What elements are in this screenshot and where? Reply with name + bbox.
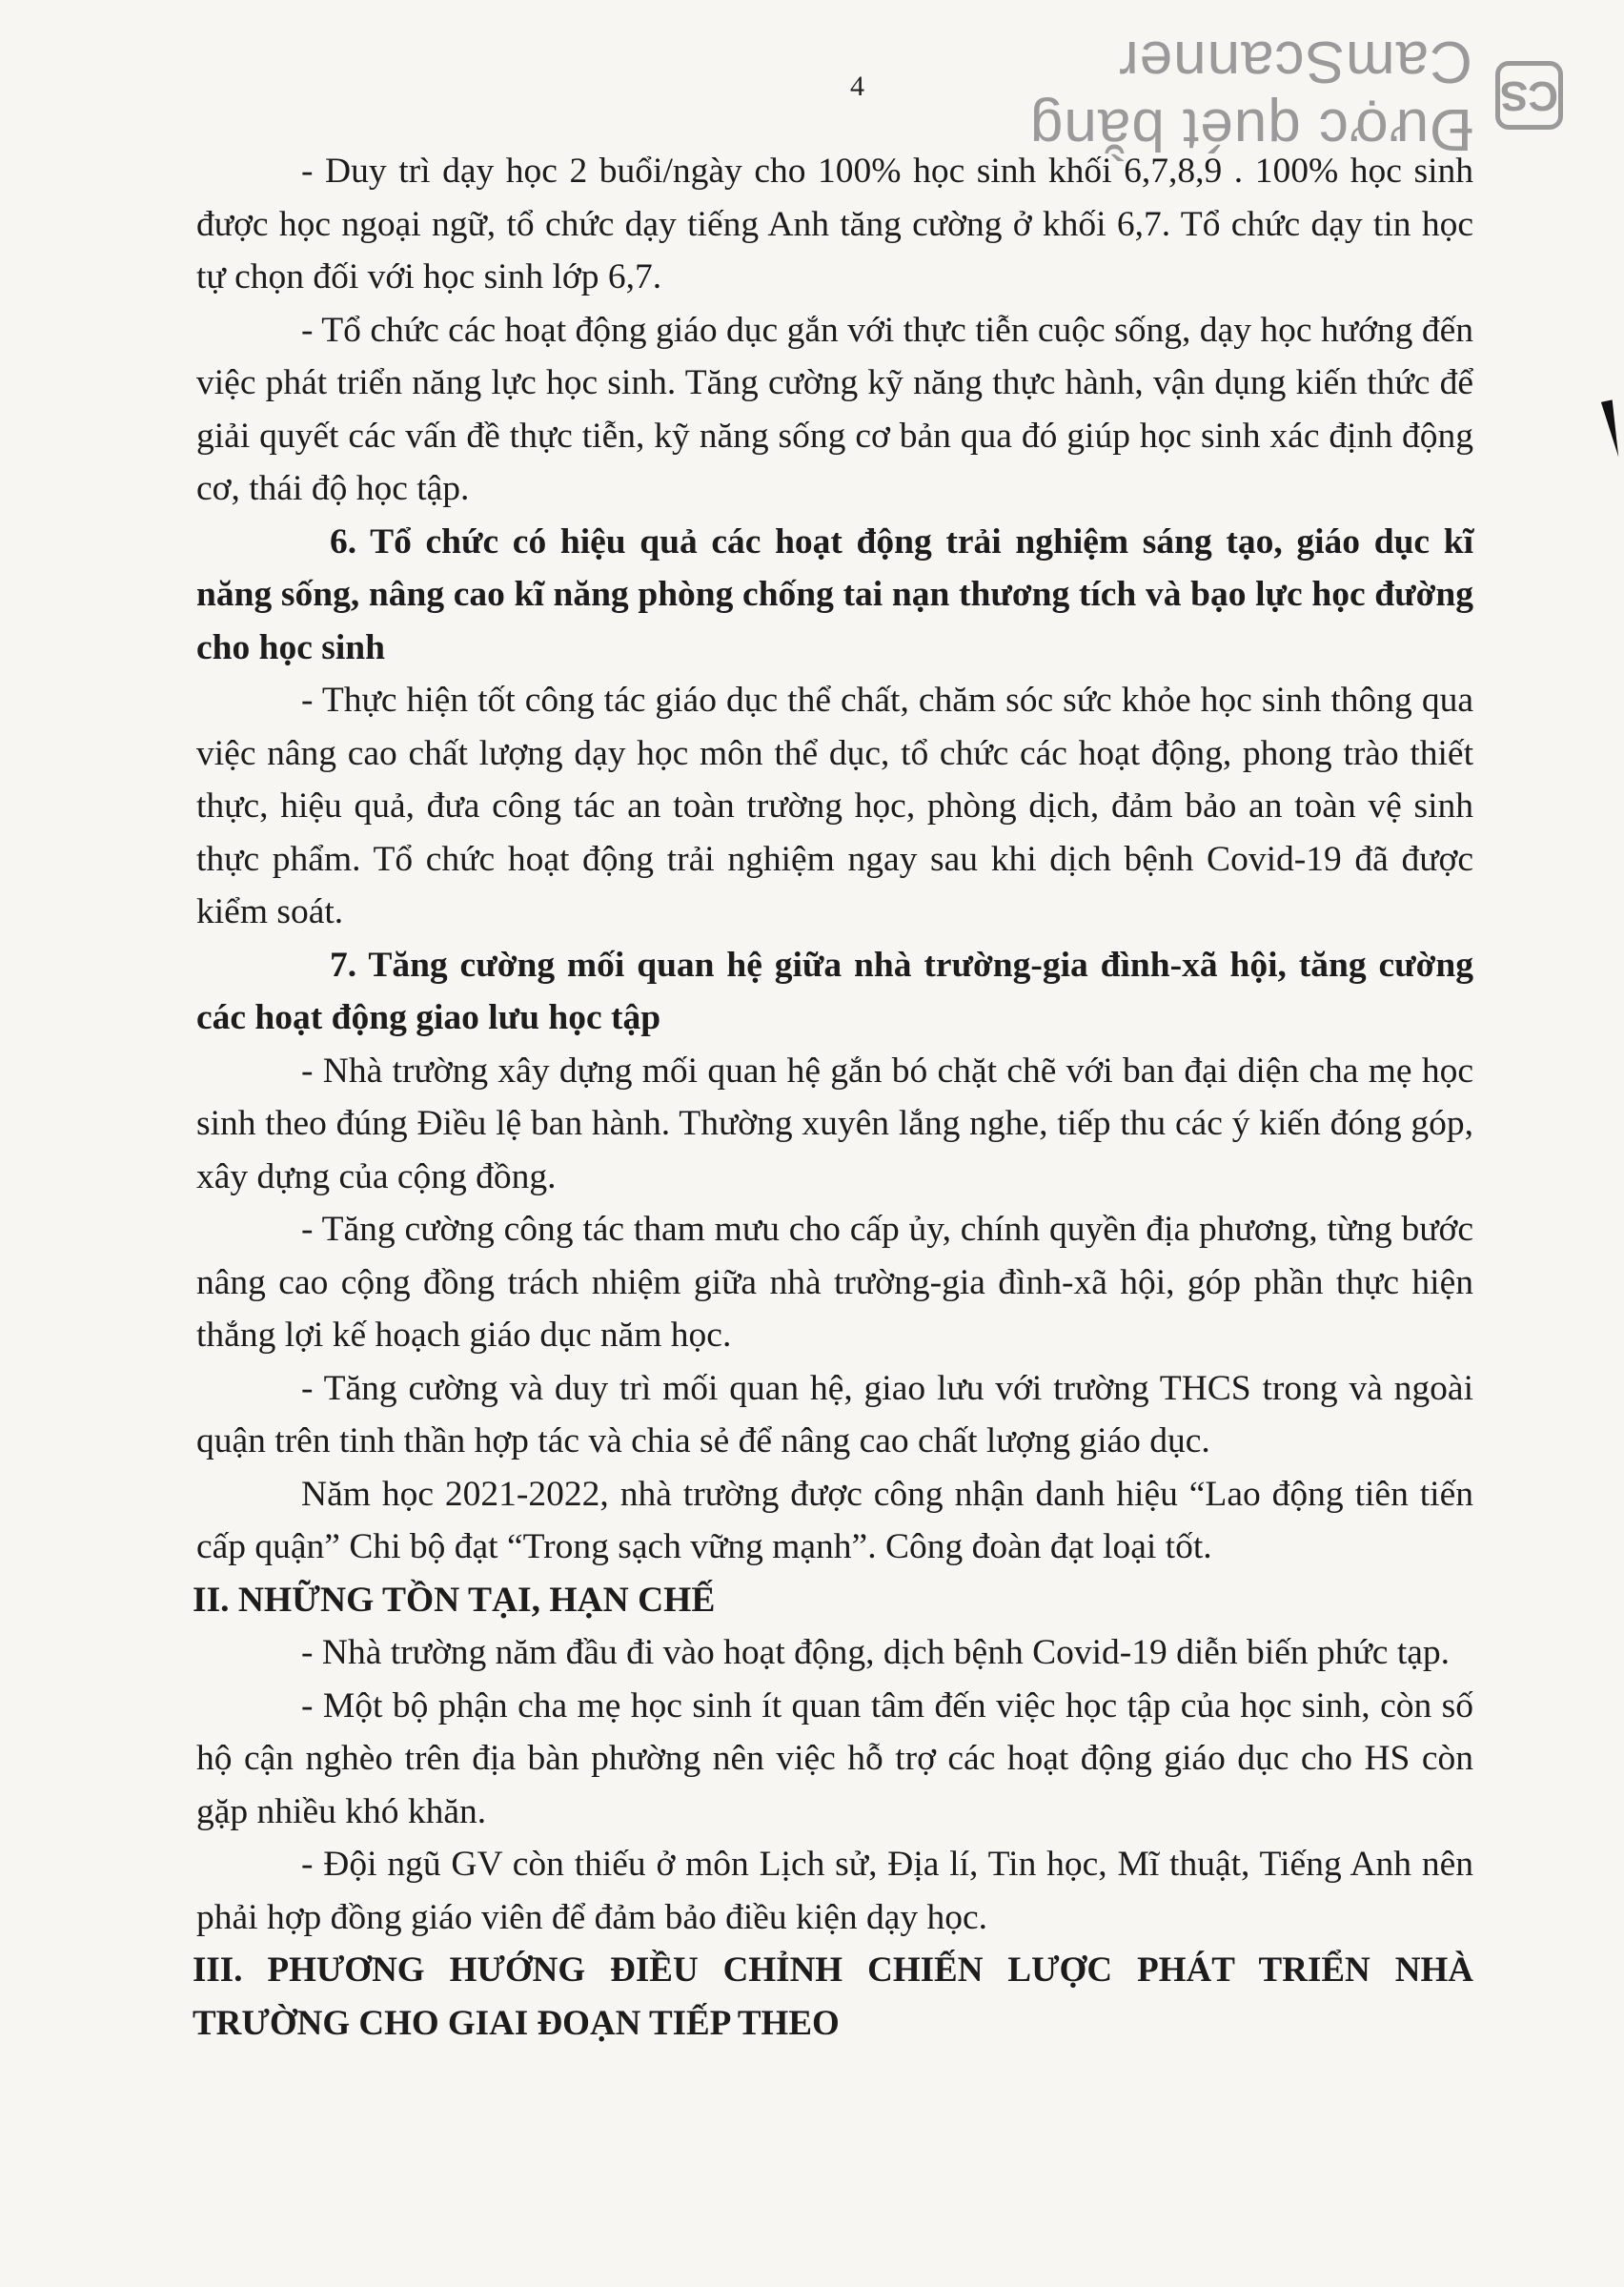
watermark-text: Được quét bằng CamScanner	[1028, 29, 1472, 162]
paragraph: - Thực hiện tốt công tác giáo dục thể chất, chăm sóc sức khỏe học sinh thông qua việc nâng cao chất lượng dạy học môn thể dục, tổ chức các hoạt động, phong trào thiết thực, hiệu quả, đưa công tác an toàn trường học, phòng dịch, đảm bảo an toàn vệ sinh thực phẩm. Tổ chức hoạt động trải nghiệm ngay sau khi dịch bệnh Covid-19 đã được kiểm soát.	[196, 681, 1473, 931]
section-heading-7: 7. Tăng cường mối quan hệ giữa nhà trường-gia đình-xã hội, tăng cường các hoạt động giao lưu học tập	[196, 945, 1473, 1037]
camscanner-logo-icon: CS	[1495, 61, 1563, 130]
paragraph: - Duy trì dạy học 2 buổi/ngày cho 100% học sinh khối 6,7,8,9 . 100% học sinh được học ngoại ngữ, tổ chức dạy tiếng Anh tăng cường ở khối 6,7. Tổ chức dạy tin học tự chọn đối với học sinh lớp 6,7.	[196, 152, 1473, 296]
section-heading-ii: II. NHỮNG TỒN TẠI, HẠN CHẾ	[193, 1580, 716, 1620]
paragraph: - Nhà trường xây dựng mối quan hệ gắn bó chặt chẽ với ban đại diện cha mẹ học sinh theo đúng Điều lệ ban hành. Thường xuyên lắng nghe, tiếp thu các ý kiến đóng góp, xây dựng của cộng đồng.	[196, 1051, 1473, 1196]
camscanner-watermark	[705, 29, 1563, 162]
paragraph: - Tăng cường và duy trì mối quan hệ, giao lưu với trường THCS trong và ngoài quận trên tinh thần hợp tác và chia sẻ để nâng cao chất lượng giáo dục.	[196, 1368, 1473, 1460]
page-number: 4	[850, 71, 864, 102]
document-body	[193, 145, 1473, 2050]
paragraph: - Một bộ phận cha mẹ học sinh ít quan tâm đến việc học tập của học sinh, còn số hộ cận nghèo trên địa bàn phường nên việc hỗ trợ các hoạt động giáo dục cho HS còn gặp nhiều khó khăn.	[196, 1685, 1473, 1831]
paragraph: Năm học 2021-2022, nhà trường được công nhận danh hiệu “Lao động tiên tiến cấp quận” Chi bộ đạt “Trong sạch vững mạnh”. Công đoàn đạt loại tốt.	[196, 1474, 1473, 1566]
scan-edge-mark	[1601, 399, 1624, 458]
paragraph: - Tổ chức các hoạt động giáo dục gắn với thực tiễn cuộc sống, dạy học hướng đến việc phát triển năng lực học sinh. Tăng cường kỹ năng thực hành, vận dụng kiến thức để giải quyết các vấn đề thực tiễn, kỹ năng sống cơ bản qua đó giúp học sinh xác định động cơ, thái độ học tập.	[196, 310, 1473, 508]
paragraph: - Tăng cường công tác tham mưu cho cấp ủy, chính quyền địa phương, từng bước nâng cao cộng đồng trách nhiệm giữa nhà trường-gia đình-xã hội, góp phần thực hiện thắng lợi kế hoạch giáo dục năm học.	[196, 1210, 1473, 1355]
section-heading-6: 6. Tổ chức có hiệu quả các hoạt động trải nghiệm sáng tạo, giáo dục kĩ năng sống, nâng cao kĩ năng phòng chống tai nạn thương tích và bạo lực học đường cho học sinh	[196, 521, 1473, 667]
paragraph: - Nhà trường năm đầu đi vào hoạt động, dịch bệnh Covid-19 diễn biến phức tạp.	[301, 1633, 1451, 1672]
paragraph: - Đội ngũ GV còn thiếu ở môn Lịch sử, Địa lí, Tin học, Mĩ thuật, Tiếng Anh nên phải hợp đồng giáo viên để đảm bảo điều kiện dạy học.	[196, 1845, 1473, 1937]
section-heading-iii: III. PHƯƠNG HƯỚNG ĐIỀU CHỈNH CHIẾN LƯỢC PHÁT TRIỂN NHÀ TRƯỜNG CHO GIAI ĐOẠN TIẾP THEO	[193, 1950, 1473, 2043]
